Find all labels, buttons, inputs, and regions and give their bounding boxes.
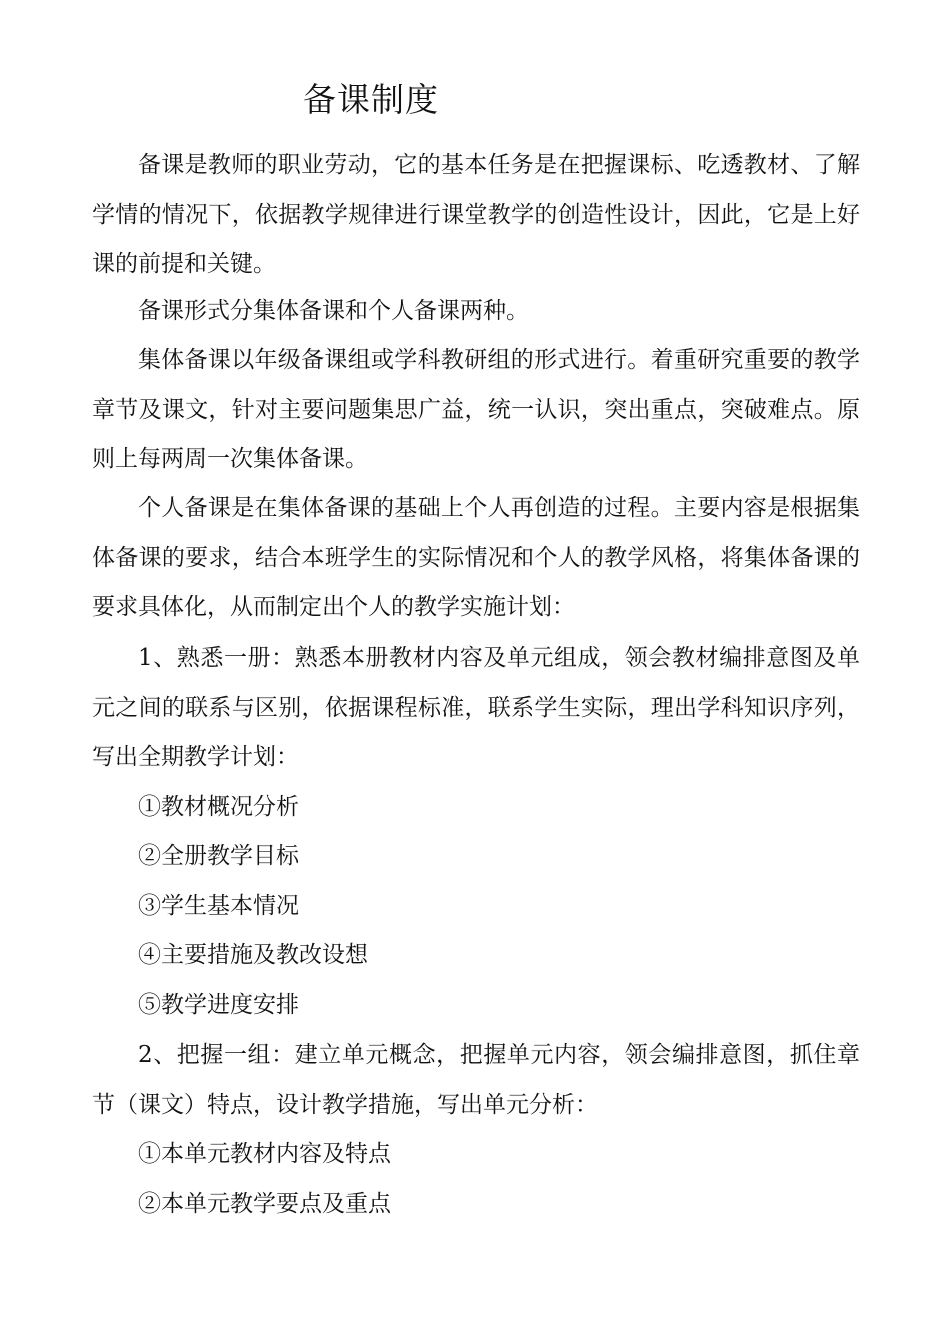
paragraph-step-two: 2、把握一组：建立单元概念，把握单元内容，领会编排意图，抓住章节（课文）特点，设计教学措施，写出单元分析：: [92, 1042, 860, 1118]
document-title: 备课制度: [303, 80, 439, 119]
list-item: ⑤教学进度安排: [138, 992, 299, 1018]
paragraph-individual: 个人备课是在集体备课的基础上个人再创造的过程。主要内容是根据集体备课的要求，结合本班学生的实际情况和个人的教学风格，将集体备课的要求具体化，从而制定出个人的教学实施计划：: [92, 495, 860, 620]
paragraph-collective: 集体备课以年级备课组或学科教研组的形式进行。着重研究重要的教学章节及课文，针对主要问题集思广益，统一认识，突出重点，突破难点。原则上每两周一次集体备课。: [92, 347, 860, 472]
list-item: ②本单元教学要点及重点: [138, 1191, 391, 1217]
paragraph-intro: 备课是教师的职业劳动，它的基本任务是在把握课标、吃透教材、了解学情的情况下，依据教学规律进行课堂教学的创造性设计，因此，它是上好课的前提和关键。: [92, 152, 860, 277]
list-item: ④主要措施及教改设想: [138, 942, 368, 968]
paragraph-step-one: 1、熟悉一册：熟悉本册教材内容及单元组成，领会教材编排意图及单元之间的联系与区别，依据课程标准，联系学生实际，理出学科知识序列，写出全期教学计划：: [92, 645, 860, 770]
list-item: ①本单元教材内容及特点: [138, 1141, 391, 1167]
list-item: ②全册教学目标: [138, 843, 299, 869]
list-item: ①教材概况分析: [138, 794, 299, 820]
list-item: ③学生基本情况: [138, 893, 299, 919]
paragraph-forms: 备课形式分集体备课和个人备课两种。: [138, 298, 529, 324]
